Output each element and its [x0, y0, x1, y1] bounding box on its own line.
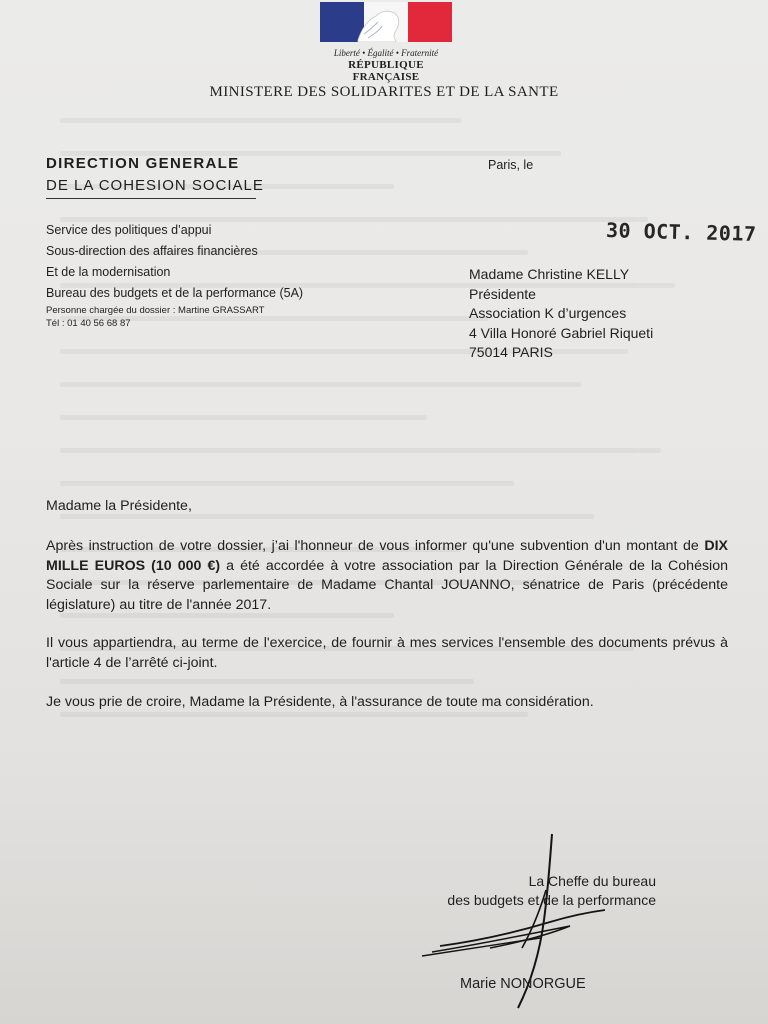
contact-person: Personne chargée du dossier : Martine GRASSART — [46, 305, 265, 316]
paragraph-1 — [46, 537, 728, 615]
republic-label: RÉPUBLIQUE FRANÇAISE — [348, 59, 424, 83]
subsidy-amount: DIX MILLE EUROS (10 000 €) — [46, 538, 728, 574]
salutation-text: Madame la Présidente, — [46, 498, 192, 514]
recipient-line: 75014 PARIS — [469, 344, 553, 360]
direction-underline — [46, 198, 256, 199]
p2-text: Il vous appartiendra, au terme de l'exercice, de fournir à mes services l'ensemble des documents prévus à l'article 4 de l’arrêté ci-joint. — [46, 635, 728, 671]
salutation — [46, 497, 728, 517]
direction-line-2: DE LA COHESION SOCIALE — [46, 177, 264, 194]
signatory-title-line-1: La Cheffe du bureau — [528, 873, 656, 889]
service-line: Service des politiques d’appui — [46, 223, 212, 237]
signatory-title-line-2: des budgets et de la performance — [447, 892, 656, 908]
service-line: Bureau des budgets et de la performance (5A) — [46, 286, 304, 300]
motto: Liberté • Égalité • Fraternité — [333, 48, 439, 58]
ministry-title: MINISTERE DES SOLIDARITES ET DE LA SANTE — [209, 84, 559, 100]
recipient-address — [469, 265, 653, 363]
tricolor-flag-icon — [320, 2, 452, 42]
marianne-logo — [320, 2, 452, 83]
p3-text: Je vous prie de croire, Madame la Présidente, à l'assurance de toute ma considération. — [46, 694, 594, 710]
service-block — [46, 220, 303, 304]
signatory-name: Marie NONORGUE — [460, 976, 586, 992]
place-label: Paris, le — [488, 158, 534, 172]
recipient-line: Madame Christine KELLY — [469, 266, 630, 282]
p1-text-end: a été accordée à votre association par la Direction Générale de la Cohésion Sociale sur la réserve parlementaire de Madame Chantal JOUANNO, sénatrice de Paris (précédente législature) au titre de l'année 2017. — [46, 557, 728, 613]
recipient-line: Association K d’urgences — [469, 305, 627, 321]
direction-line-1: DIRECTION GENERALE — [46, 155, 240, 172]
contact-phone: Tél : 01 40 56 68 87 — [46, 318, 131, 329]
p1-text-start: Après instruction de votre dossier, j’ai l'honneur de vous informer qu'une subvention d'un montant de — [46, 538, 705, 554]
signatory-title — [411, 872, 656, 910]
marianne-profile-icon — [350, 4, 420, 42]
date-stamp: 30 OCT. 2017 — [605, 218, 757, 246]
paragraph-3 — [46, 693, 728, 713]
paragraph-2 — [46, 634, 728, 673]
service-line: Sous-direction des affaires financières — [46, 244, 258, 258]
service-line: Et de la modernisation — [46, 265, 171, 279]
contact-block — [46, 304, 264, 330]
recipient-line: Présidente — [469, 285, 536, 302]
direction-block — [46, 153, 264, 197]
recipient-line: 4 Villa Honoré Gabriel Riqueti — [469, 324, 654, 341]
